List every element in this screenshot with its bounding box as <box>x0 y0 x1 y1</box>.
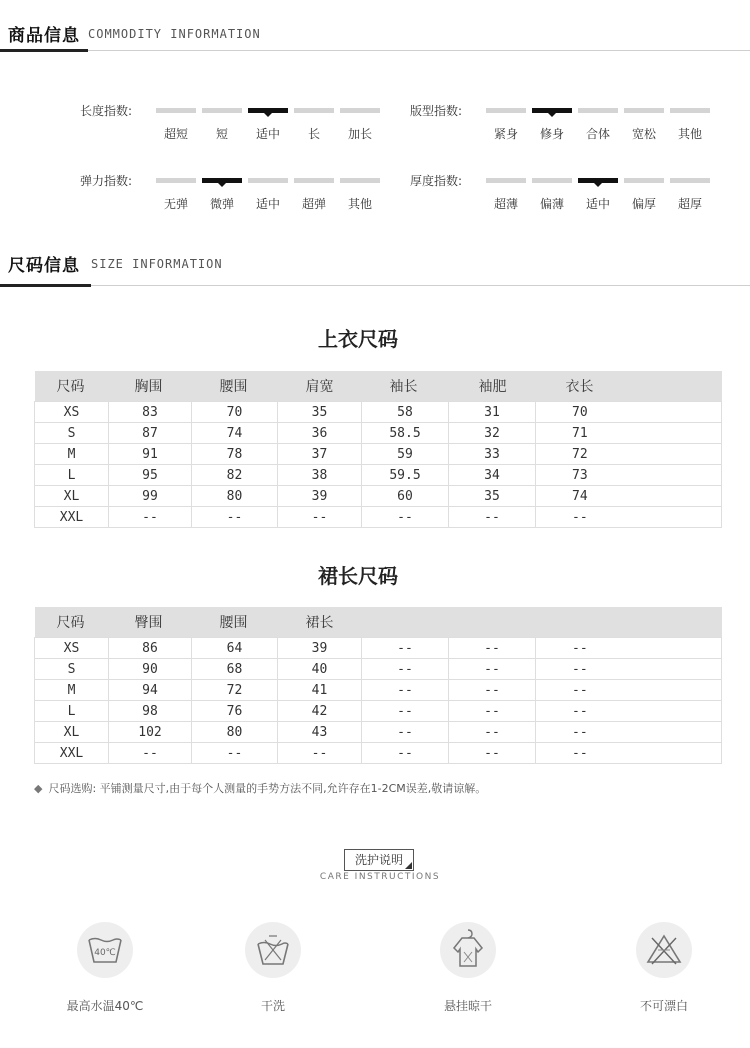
table-cell: 43 <box>278 722 362 743</box>
wash-temp-text: 40℃ <box>94 948 116 958</box>
size-divider <box>0 285 750 286</box>
scale-segment <box>340 108 380 113</box>
table-cell: -- <box>449 743 536 764</box>
table-cell: 34 <box>449 465 536 486</box>
size-cell: M <box>35 444 109 465</box>
scale-option: 宽松 <box>631 127 656 141</box>
scale-option: 短 <box>215 127 228 141</box>
header-text: 裙长 <box>305 615 334 631</box>
scale-segment <box>294 108 334 113</box>
table-cell: 80 <box>192 722 278 743</box>
table-cell: 72 <box>536 444 722 465</box>
table-cell: 71 <box>536 423 722 444</box>
scale-segment <box>578 108 618 113</box>
table-cell: -- <box>109 743 192 764</box>
table-header-cell <box>192 371 278 402</box>
table-row <box>35 507 722 528</box>
table-cell: -- <box>536 722 722 743</box>
table-cell: 98 <box>109 701 192 722</box>
scale-segment <box>156 108 196 113</box>
table-cell: 31 <box>449 402 536 423</box>
scale-option: 修身 <box>539 127 564 141</box>
table-header-cell <box>109 607 192 638</box>
table-cell: 58 <box>362 402 449 423</box>
scale-segment <box>294 178 334 183</box>
table-cell: 72 <box>192 680 278 701</box>
size-cell: L <box>35 465 109 486</box>
table-header-cell <box>362 607 449 638</box>
scale-option: 适中 <box>255 127 280 141</box>
table-cell: 82 <box>192 465 278 486</box>
fit-scale <box>486 108 714 148</box>
header-text: 腰围 <box>219 379 248 395</box>
scale-segment <box>486 108 526 113</box>
table-header-row <box>35 607 722 638</box>
table-cell: 87 <box>109 423 192 444</box>
table-cell: -- <box>536 659 722 680</box>
scale-option: 超薄 <box>493 197 518 211</box>
scale-option: 超短 <box>163 127 188 141</box>
table-cell: 36 <box>278 423 362 444</box>
header-text: 胸围 <box>134 379 163 395</box>
size-title: 尺码信息 <box>8 256 80 276</box>
scale-segment <box>202 108 242 113</box>
header-text: 臀围 <box>134 615 163 631</box>
table-cell: 42 <box>278 701 362 722</box>
header-text: 尺码 <box>56 379 85 395</box>
table-cell: -- <box>109 507 192 528</box>
care-subtitle: CARE INSTRUCTIONS <box>319 872 441 882</box>
size-cell: S <box>35 423 109 444</box>
scale-segment-active <box>532 108 572 113</box>
table-row <box>35 701 722 722</box>
size-cell: XXL <box>35 507 109 528</box>
scale-option: 超弹 <box>301 197 326 211</box>
size-cell: L <box>35 701 109 722</box>
scale-option: 加长 <box>347 127 372 141</box>
table-cell: 70 <box>192 402 278 423</box>
table-cell: -- <box>362 507 449 528</box>
table-cell: 90 <box>109 659 192 680</box>
scale-segment-active <box>202 178 242 183</box>
table-cell: -- <box>362 680 449 701</box>
scale-label-fit: 版型指数: <box>410 104 463 118</box>
table-cell: 40 <box>278 659 362 680</box>
scale-option: 超厚 <box>677 197 702 211</box>
table-row <box>35 465 722 486</box>
table-cell: 80 <box>192 486 278 507</box>
care-label-dry-clean: 干洗 <box>260 999 285 1013</box>
table-cell: -- <box>536 507 722 528</box>
table-row <box>35 722 722 743</box>
table-row <box>35 743 722 764</box>
table-header-cell <box>109 371 192 402</box>
scale-option: 合体 <box>585 127 610 141</box>
table-cell: -- <box>278 507 362 528</box>
header-text: 衣长 <box>565 379 594 395</box>
table-cell: -- <box>362 659 449 680</box>
scale-segment <box>248 178 288 183</box>
size-cell: XL <box>35 486 109 507</box>
table-row <box>35 486 722 507</box>
scale-option: 其他 <box>677 127 702 141</box>
elasticity-scale <box>156 178 384 218</box>
table-cell: -- <box>536 638 722 659</box>
table-row <box>35 680 722 701</box>
table-cell: 83 <box>109 402 192 423</box>
header-text: 肩宽 <box>305 379 334 395</box>
table-cell: 68 <box>192 659 278 680</box>
table-cell: 76 <box>192 701 278 722</box>
care-label-hang-dry: 悬挂晾干 <box>443 999 492 1013</box>
table-cell: -- <box>449 659 536 680</box>
header-text: 袖肥 <box>478 379 507 395</box>
scale-option: 紧身 <box>493 127 518 141</box>
diamond-icon: ◆ <box>34 782 43 795</box>
scale-option: 微弹 <box>209 197 234 211</box>
scale-option: 偏薄 <box>539 197 564 211</box>
table-header-row <box>35 371 722 402</box>
wash-40-icon <box>77 922 133 978</box>
table-cell: 95 <box>109 465 192 486</box>
table-cell: -- <box>536 701 722 722</box>
table-cell: -- <box>362 722 449 743</box>
table-cell: 32 <box>449 423 536 444</box>
table-cell: 73 <box>536 465 722 486</box>
table-cell: 59.5 <box>362 465 449 486</box>
table-header-cell <box>536 607 722 638</box>
table-cell: 39 <box>278 486 362 507</box>
table-row <box>35 423 722 444</box>
table-cell: -- <box>278 743 362 764</box>
size-cell: S <box>35 659 109 680</box>
table-cell: 74 <box>192 423 278 444</box>
scale-segment <box>624 108 664 113</box>
care-label-no-bleach: 不可漂白 <box>639 999 688 1013</box>
scale-label-elasticity: 弹力指数: <box>80 174 133 188</box>
scale-segment <box>624 178 664 183</box>
size-note-text: 尺码选购: 平铺测量尺寸,由于每个人测量的手势方法不同,允许存在1-2CM误差,敬请谅解。 <box>48 782 487 795</box>
scale-label-length: 长度指数: <box>80 104 133 118</box>
skirt-size-title: 裙长尺码 <box>318 564 398 588</box>
table-cell: 74 <box>536 486 722 507</box>
size-divider-accent <box>0 284 91 287</box>
skirt-size-table <box>34 607 722 764</box>
table-cell: -- <box>536 743 722 764</box>
commodity-title: 商品信息 <box>8 26 80 46</box>
header-text: 尺码 <box>56 615 85 631</box>
table-cell: -- <box>449 507 536 528</box>
table-cell: 39 <box>278 638 362 659</box>
table-cell: 35 <box>278 402 362 423</box>
table-cell: 99 <box>109 486 192 507</box>
table-cell: 59 <box>362 444 449 465</box>
table-header-cell <box>35 371 109 402</box>
table-row <box>35 444 722 465</box>
table-cell: -- <box>192 743 278 764</box>
table-cell: -- <box>362 638 449 659</box>
table-cell: 78 <box>192 444 278 465</box>
table-cell: 38 <box>278 465 362 486</box>
scale-option: 偏厚 <box>631 197 656 211</box>
commodity-divider <box>0 50 750 51</box>
table-header-cell <box>278 607 362 638</box>
table-row <box>35 659 722 680</box>
scale-segment <box>340 178 380 183</box>
size-cell: M <box>35 680 109 701</box>
dry-clean-icon <box>245 922 301 978</box>
table-cell: -- <box>362 701 449 722</box>
scale-option: 适中 <box>585 197 610 211</box>
table-cell: -- <box>449 701 536 722</box>
table-header-cell <box>362 371 449 402</box>
table-row <box>35 638 722 659</box>
scale-option: 无弹 <box>163 197 188 211</box>
scale-option: 其他 <box>347 197 372 211</box>
table-cell: 37 <box>278 444 362 465</box>
size-subtitle: SIZE INFORMATION <box>91 257 223 271</box>
care-title: 洗护说明 <box>344 849 414 871</box>
table-header-cell <box>449 371 536 402</box>
scale-segment <box>486 178 526 183</box>
table-cell: -- <box>449 638 536 659</box>
size-cell: XS <box>35 638 109 659</box>
table-header-cell <box>449 607 536 638</box>
thickness-scale <box>486 178 714 218</box>
scale-segment-active <box>248 108 288 113</box>
table-cell: 102 <box>109 722 192 743</box>
table-cell: -- <box>449 722 536 743</box>
table-cell: 41 <box>278 680 362 701</box>
commodity-subtitle: COMMODITY INFORMATION <box>88 27 261 41</box>
size-note <box>34 780 486 796</box>
scale-label-thickness: 厚度指数: <box>410 174 463 188</box>
commodity-divider-accent <box>0 49 88 52</box>
scale-segment <box>670 178 710 183</box>
scale-segment <box>670 108 710 113</box>
scale-option: 适中 <box>255 197 280 211</box>
table-cell: 60 <box>362 486 449 507</box>
header-text: 腰围 <box>219 615 248 631</box>
table-cell: -- <box>192 507 278 528</box>
table-cell: 86 <box>109 638 192 659</box>
top-size-table <box>34 371 722 528</box>
scale-option: 长 <box>307 127 320 141</box>
scale-segment-active <box>578 178 618 183</box>
table-cell: -- <box>362 743 449 764</box>
table-cell: 33 <box>449 444 536 465</box>
size-cell: XS <box>35 402 109 423</box>
table-cell: -- <box>536 680 722 701</box>
table-header-cell <box>278 371 362 402</box>
care-label-wash: 最高水温40℃ <box>66 999 144 1013</box>
scale-segment <box>156 178 196 183</box>
table-header-cell <box>35 607 109 638</box>
header-text: 袖长 <box>389 379 418 395</box>
scale-segment <box>532 178 572 183</box>
top-size-title: 上衣尺码 <box>318 327 398 351</box>
length-scale <box>156 108 384 148</box>
table-cell: -- <box>449 680 536 701</box>
table-header-cell <box>192 607 278 638</box>
table-cell: 35 <box>449 486 536 507</box>
table-cell: 58.5 <box>362 423 449 444</box>
table-cell: 91 <box>109 444 192 465</box>
table-header-cell <box>536 371 722 402</box>
size-cell: XL <box>35 722 109 743</box>
no-bleach-icon <box>636 922 692 978</box>
table-cell: 94 <box>109 680 192 701</box>
hang-dry-icon <box>440 922 496 978</box>
table-row <box>35 402 722 423</box>
table-cell: 70 <box>536 402 722 423</box>
size-cell: XXL <box>35 743 109 764</box>
table-cell: 64 <box>192 638 278 659</box>
